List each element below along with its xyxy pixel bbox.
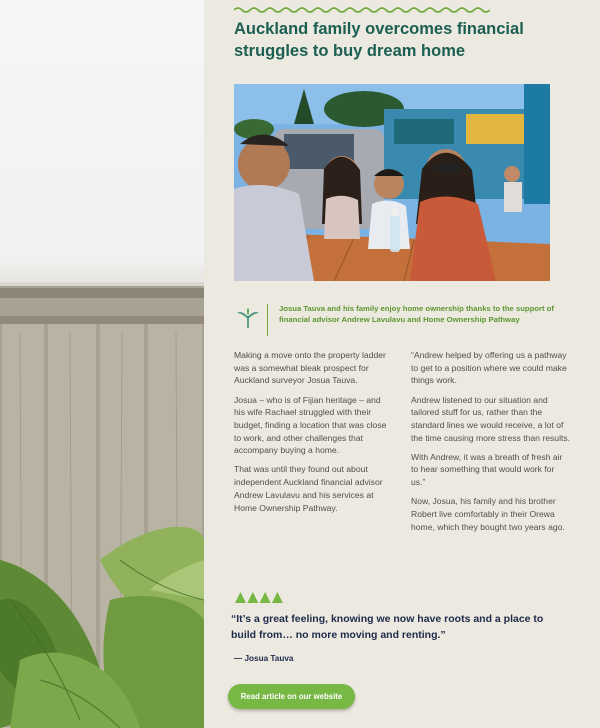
side-photo <box>0 0 204 728</box>
fern-icon <box>236 307 260 329</box>
triangle-icon <box>235 592 283 603</box>
body-column-right <box>411 349 571 540</box>
paragraph: With Andrew, it was a breath of fresh air to hear something that would work for us.” <box>411 451 563 488</box>
family-photo <box>234 84 550 281</box>
article-headline: Auckland family overcomes financial struggles to buy dream home <box>234 20 524 60</box>
leaves-foliage <box>0 0 204 728</box>
wavy-divider <box>234 6 490 14</box>
article <box>204 0 600 728</box>
read-article-button[interactable]: Read article on our website <box>228 684 355 709</box>
paragraph: Andrew listened to our situation and tailored stuff for us, rather than the standard lines we would receive, a lot of the time causing more stress than results. <box>411 394 571 443</box>
paragraph: That was until they found out about independent Auckland financial advisor Andrew Lavulavu and his services at Home Ownership Pathway. <box>234 464 383 513</box>
paragraph: Now, Josua, his family and his brother Robert live comfortably in their Orewa home, which they bought two years ago. <box>411 496 565 532</box>
caption-divider <box>267 304 268 336</box>
paragraph: “Andrew helped by offering us a pathway to get to a position where we could make things work. <box>411 350 567 386</box>
caption-text: Josua Tauva and his family enjoy home ownership thanks to the support of financial advisor Andrew Lavulavu and Home Ownership Pathway <box>279 304 554 325</box>
paragraph: Making a move onto the property ladder was a somewhat bleak prospect for Auckland surveyor Josua Tauva. <box>234 350 386 386</box>
body-column-left <box>234 349 394 521</box>
paragraph: Josua – who is of Fijian heritage – and his wife Rachael struggled with their budget, finding a location that was close to work, and other challenges that accompany buying a home. <box>234 394 387 456</box>
quote-attribution: — Josua Tauva <box>234 654 294 663</box>
photo-caption <box>234 303 564 337</box>
pull-quote: “It’s a great feeling, knowing we now have roots and a place to build from… no more moving and renting.” <box>231 613 544 641</box>
